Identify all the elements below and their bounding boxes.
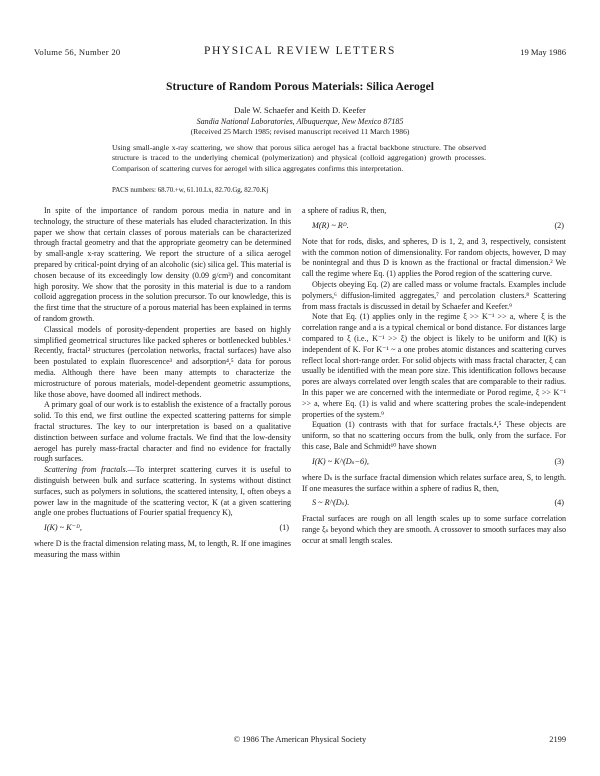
page-number: 2199 — [549, 735, 566, 744]
paragraph: a sphere of radius R, then, — [302, 206, 387, 215]
issue-date: 19 May 1986 — [520, 47, 566, 57]
equation-number: (1) — [279, 523, 289, 533]
equation-text: S ~ R^(Dₛ). — [312, 498, 350, 508]
paragraph: In spite of the importance of random porous media in nature and in technology, the structure of these materials has eluded characterization. In this paper we show that certain classes of porous materials can be characterized through fractal geometry and that the appropriate geometry can be determined by small-angle x-ray scattering. We report the structure of a silica aerogel prepared by critical-point drying of an alcoholic (sic) silica gel. This material is chosen because of its exceedingly low density (0.09 g/cm³) and concomitant high porosity. We show that the porosity in this material is due to a random colloid aggregation process in the solution precursor. To our knowledge, this is the first time that the structure of a porous material has been explained in terms of random growth. — [34, 206, 291, 323]
paragraph: where Dₛ is the surface fractal dimension which relates surface area, S, to length. If one measures the surface within a sphere of radius R, then, — [302, 472, 566, 493]
paragraph: Equation (1) contrasts with that for surface fractals.⁴,⁵ These objects are uniform, so that no scattering occurs from the bulk, only from the surface. For this case, Bale and Schmidt¹⁰ have shown — [302, 420, 566, 451]
paragraph: A primary goal of our work is to establish the existence of a fractally porous solid. To this end, we first outline the expected scattering patterns for simple fractal structures. The key to our interpretation is based on a qualitative distinction between surface and volume fractals. We find that the low-density aerogel has purely mass-fractal character and find no evidence for fractally rough surfaces. — [34, 400, 291, 464]
paragraph: Objects obeying Eq. (2) are called mass or volume fractals. Examples include polymers,⁶ diffusion-limited aggregates,⁷ and percolation clusters.⁸ Scattering from mass fractals is discussed in detail by Schaefer and Keefer.⁹ — [302, 279, 566, 311]
author-affiliation: Sandia National Laboratories, Albuquerque, New Mexico 87185 — [196, 117, 404, 126]
equation-4 — [302, 494, 566, 514]
paragraph: Fractal surfaces are rough on all length scales up to some surface correlation range ξₛ beyond which they are smooth. A crossover to smooth surfaces may also occur at small length scales. — [302, 514, 566, 545]
equation-text: I(K) ~ K⁻ᴰ, — [44, 523, 82, 533]
article-title: Structure of Random Porous Materials: Silica Aerogel — [166, 80, 434, 93]
paragraph: Note that for rods, disks, and spheres, D is 1, 2, and 3, respectively, consistent with the common notion of dimensionality. For random objects, however, D may be nonintegral and thus D is known as the fractional or fractal dimension.² We call the regime where Eq. (1) applies the Porod region of the scattering curve. — [302, 236, 566, 279]
right-column — [302, 206, 566, 547]
pacs-numbers: PACS numbers: 68.70.+w, 61.10.Lx, 82.70.Gg, 82.70.Kj — [112, 187, 269, 194]
paragraph: Classical models of porosity-dependent properties are based on highly simplified geometrical structures like packed spheres or bottlenecked bubbles.¹ Recently, fractal² structures (percolation networks, fractal surfaces) have also been postulated to explain fluorescence³ and adsorption⁴,⁵ data for porous media. Although there have been many attempts to characterize the microstructure of porous materials, model-dependent geometric assumptions, like those above, have doomed all indirect methods. — [34, 324, 291, 399]
abstract: Using small-angle x-ray scattering, we show that porous silica aerogel has a fractal backbone structure. The observed structure is traced to the underlying chemical (polymerization) and physical (colloid aggregation) growth processes. Comparison of scattering curves for aerogel with silica aggregates confirms this interpretation. — [112, 143, 486, 173]
journal-name: PHYSICAL REVIEW LETTERS — [203, 45, 397, 57]
paragraph: Note that Eq. (1) applies only in the regime ξ >> K⁻¹ >> a, where ξ is the correlation range and a is a typical chemical or bond distance. For distances large compared to ξ (i.e., K⁻¹ >> ξ) the object is likely to be uniform and I(K) is independent of K. For K⁻¹ ~ a one probes atomic distances and scattering curves reflect local short-range order. For solid objects with mass fractal character, ξ can usually be identified with the mean pore size. This identification follows because pores are always correlated over length scales that are comparable to their radius. In this paper we are concerned with the intermediate or Porod regime, ξ >> K⁻¹ >> a, where Eq. (1) is valid and where scattering probes the scale-independent properties of the system.⁹ — [302, 312, 566, 419]
copyright-notice: © 1986 The American Physical Society — [233, 735, 367, 744]
paragraph — [34, 465, 291, 519]
equation-text: I(K) ~ K^(Dₛ−6), — [312, 456, 369, 466]
paragraph-text: —To interpret scattering curves it is useful to distinguish between bulk and surface scattering. In systems without distinct surfaces, such as polymers in solutions, the scattered intensity, I, often obeys a power law in the magnitude of the scattering vector, K (at a given scattering angle one probes fluctuations of Fourier spatial frequency K), — [34, 465, 291, 518]
equation-number: (4) — [554, 498, 564, 508]
equation-text: M(R) ~ Rᴰ. — [312, 220, 349, 230]
section-heading: Scattering from fractals. — [44, 465, 128, 475]
equation-3 — [302, 453, 566, 473]
volume-number: Volume 56, Number 20 — [34, 47, 121, 57]
equation-1 — [34, 519, 291, 539]
article-authors: Dale W. Schaefer and Keith D. Keefer — [234, 105, 366, 115]
equation-number: (3) — [554, 456, 564, 466]
equation-2 — [302, 217, 566, 237]
running-head — [34, 47, 566, 61]
left-column — [34, 206, 291, 561]
paragraph: where D is the fractal dimension relating mass, M, to length, R. If one imagines measuring the mass within — [34, 539, 291, 559]
equation-number: (2) — [554, 220, 564, 230]
received-dates: (Received 25 March 1985; revised manuscript received 11 March 1986) — [190, 127, 410, 136]
